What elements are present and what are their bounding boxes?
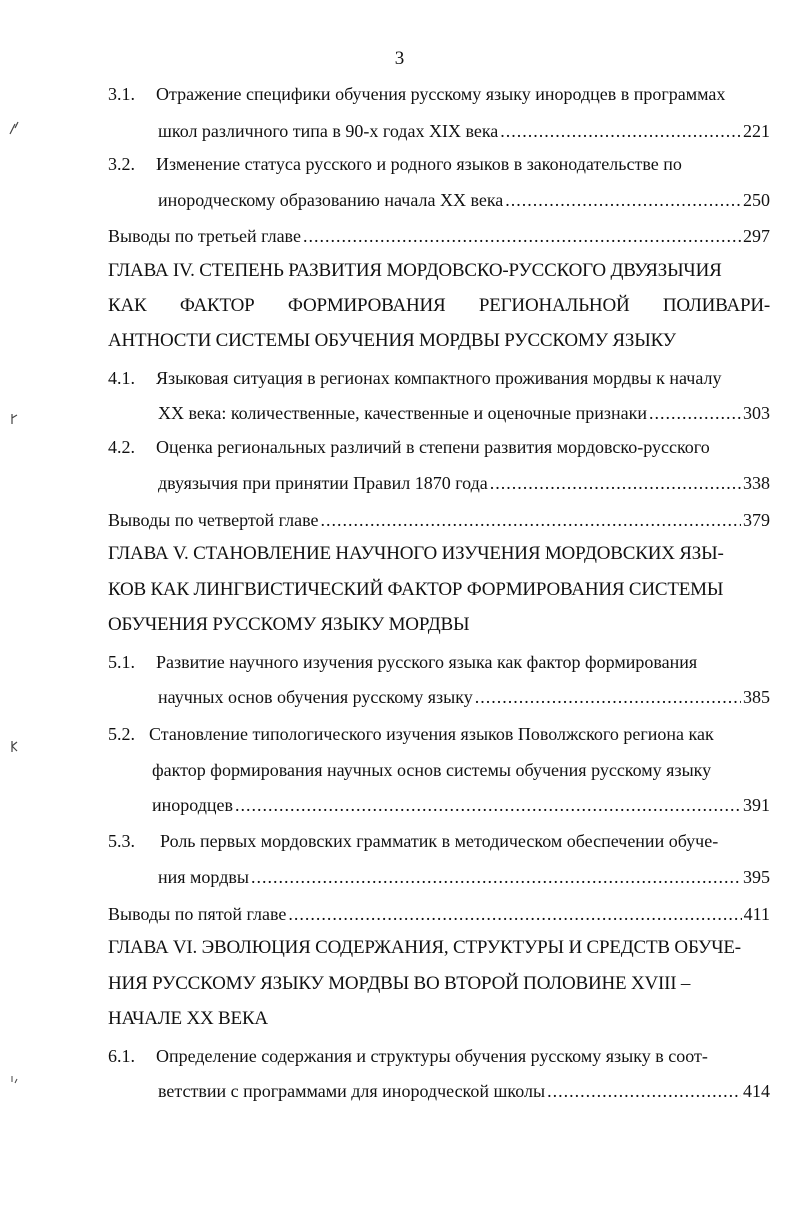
toc-entry-3-1-line2 (158, 119, 770, 143)
dot-leader (288, 902, 741, 926)
toc-entry-5-3-line2 (158, 865, 770, 889)
toc-page-ref: 297 (743, 226, 770, 246)
chapter-4-heading-line3: АНТНОСТИ СИСТЕМЫ ОБУЧЕНИЯ МОРДВЫ РУССКОМУ ЯЗЫКУ (108, 330, 676, 351)
dot-leader (251, 865, 741, 889)
toc-entry-text: двуязычия при принятии Правил 1870 года (158, 473, 488, 493)
toc-entry-4-2-line1 (108, 435, 772, 459)
toc-page-ref: 391 (743, 795, 770, 815)
toc-entry-5-1-line1 (108, 650, 772, 674)
dot-leader (490, 471, 741, 495)
toc-entry-3-2-line1 (108, 152, 772, 176)
toc-entry-number: 5.3. (108, 831, 135, 851)
toc-entry-number: 3.2. (108, 154, 135, 174)
toc-entry-5-2-line2 (152, 758, 711, 782)
dot-leader (500, 119, 741, 143)
toc-entry-5-1-line2 (158, 685, 770, 709)
scan-mark-decoration (8, 410, 20, 426)
dot-leader (505, 188, 741, 212)
toc-entry-number: 5.2. (108, 724, 135, 744)
toc-entry-text: школ различного типа в 90-х годах XIX века (158, 121, 499, 141)
toc-entry-3-2-line2 (158, 188, 770, 212)
toc-entry-text: Развитие научного изучения русского языка как фактор формирования (156, 652, 698, 672)
toc-entry-text: ветствии с программами для инородческой школы (158, 1081, 546, 1101)
toc-page-ref: 411 (743, 904, 770, 924)
toc-entry-5-2-line1 (108, 722, 772, 746)
toc-entry-text: Языковая ситуация в регионах компактного проживания мордвы к началу (156, 368, 722, 388)
toc-page-ref: 303 (743, 403, 770, 423)
scan-mark-decoration (8, 738, 20, 754)
toc-entry-5-3-line1 (108, 829, 772, 853)
page-number: 3 (394, 48, 405, 69)
toc-entry-text: инородческому образованию начала XX века (158, 190, 504, 210)
scan-mark-decoration (8, 1070, 20, 1086)
toc-entry-4-1-line1 (108, 366, 772, 390)
toc-entry-text: фактор формирования научных основ системы обучения русскому языку (152, 760, 712, 780)
dot-leader (649, 401, 741, 425)
toc-entry-text: Роль первых мордовских грамматик в методическом обеспечении обуче- (160, 831, 719, 851)
chapter-5-heading-line1: ГЛАВА V. СТАНОВЛЕНИЕ НАУЧНОГО ИЗУЧЕНИЯ МОРДОВСКИХ ЯЗЫ- (108, 543, 724, 564)
dot-leader (303, 224, 741, 248)
chapter-6-heading-line2: НИЯ РУССКОМУ ЯЗЫКУ МОРДВЫ ВО ВТОРОЙ ПОЛОВИНЕ XVIII – (108, 973, 691, 994)
toc-entry-5-2-line3 (152, 793, 770, 817)
toc-entry-text: Выводы по третьей главе (108, 226, 301, 246)
toc-entry-text: научных основ обучения русскому языку (158, 687, 473, 707)
toc-conclusion-chapter-5 (108, 902, 770, 926)
toc-page-ref: 395 (743, 867, 770, 887)
chapter-6-heading-line1: ГЛАВА VI. ЭВОЛЮЦИЯ СОДЕРЖАНИЯ, СТРУКТУРЫ И СРЕДСТВ ОБУЧЕ- (108, 937, 741, 958)
dot-leader (547, 1079, 741, 1103)
dot-leader (320, 508, 741, 532)
toc-entry-6-1-line2 (158, 1079, 770, 1103)
toc-conclusion-chapter-4 (108, 508, 770, 532)
toc-entry-number: 4.1. (108, 368, 135, 388)
toc-entry-text: Выводы по пятой главе (108, 904, 287, 924)
toc-page-ref: 250 (743, 190, 770, 210)
toc-page-ref: 338 (743, 473, 770, 493)
dot-leader (475, 685, 741, 709)
toc-entry-number: 5.1. (108, 652, 135, 672)
dot-leader (235, 793, 741, 817)
chapter-4-heading-line1: ГЛАВА IV. СТЕПЕНЬ РАЗВИТИЯ МОРДОВСКО-РУССКОГО ДВУЯЗЫЧИЯ (108, 260, 722, 281)
toc-entry-3-1-line1 (108, 82, 772, 106)
chapter-5-heading-line2: КОВ КАК ЛИНГВИСТИЧЕСКИЙ ФАКТОР ФОРМИРОВАНИЯ СИСТЕМЫ (108, 579, 724, 600)
toc-entry-4-1-line2 (158, 401, 770, 425)
chapter-5-heading-line3: ОБУЧЕНИЯ РУССКОМУ ЯЗЫКУ МОРДВЫ (108, 614, 470, 635)
chapter-4-heading-line2: КАК ФАКТОР ФОРМИРОВАНИЯ РЕГИОНАЛЬНОЙ ПОЛИВАРИ- (108, 295, 770, 316)
toc-entry-text: Определение содержания и структуры обучения русскому языку в соот- (156, 1046, 708, 1066)
toc-entry-number: 4.2. (108, 437, 135, 457)
toc-entry-6-1-line1 (108, 1044, 772, 1068)
toc-entry-text: XX века: количественные, качественные и оценочные признаки (158, 403, 648, 423)
toc-page-ref: 385 (743, 687, 770, 707)
toc-entry-text: Изменение статуса русского и родного языков в законодательстве по (156, 154, 682, 174)
toc-entry-text: Оценка региональных различий в степени развития мордовско-русского (156, 437, 710, 457)
chapter-6-heading-line3: НАЧАЛЕ XX ВЕКА (108, 1008, 268, 1029)
scan-mark-decoration (8, 120, 20, 136)
toc-page-ref: 414 (743, 1081, 770, 1101)
toc-entry-text: Становление типологического изучения языков Поволжского региона как (149, 724, 714, 744)
toc-entry-text: Отражение специфики обучения русскому языку инородцев в программах (156, 84, 726, 104)
toc-page-ref: 379 (743, 510, 770, 530)
toc-entry-text: Выводы по четвертой главе (108, 510, 319, 530)
toc-entry-text: ния мордвы (158, 867, 249, 887)
toc-entry-number: 3.1. (108, 84, 135, 104)
toc-entry-number: 6.1. (108, 1046, 135, 1066)
toc-page-ref: 221 (743, 121, 770, 141)
toc-entry-4-2-line2 (158, 471, 770, 495)
toc-conclusion-chapter-3 (108, 224, 770, 248)
toc-entry-text: инородцев (152, 795, 234, 815)
